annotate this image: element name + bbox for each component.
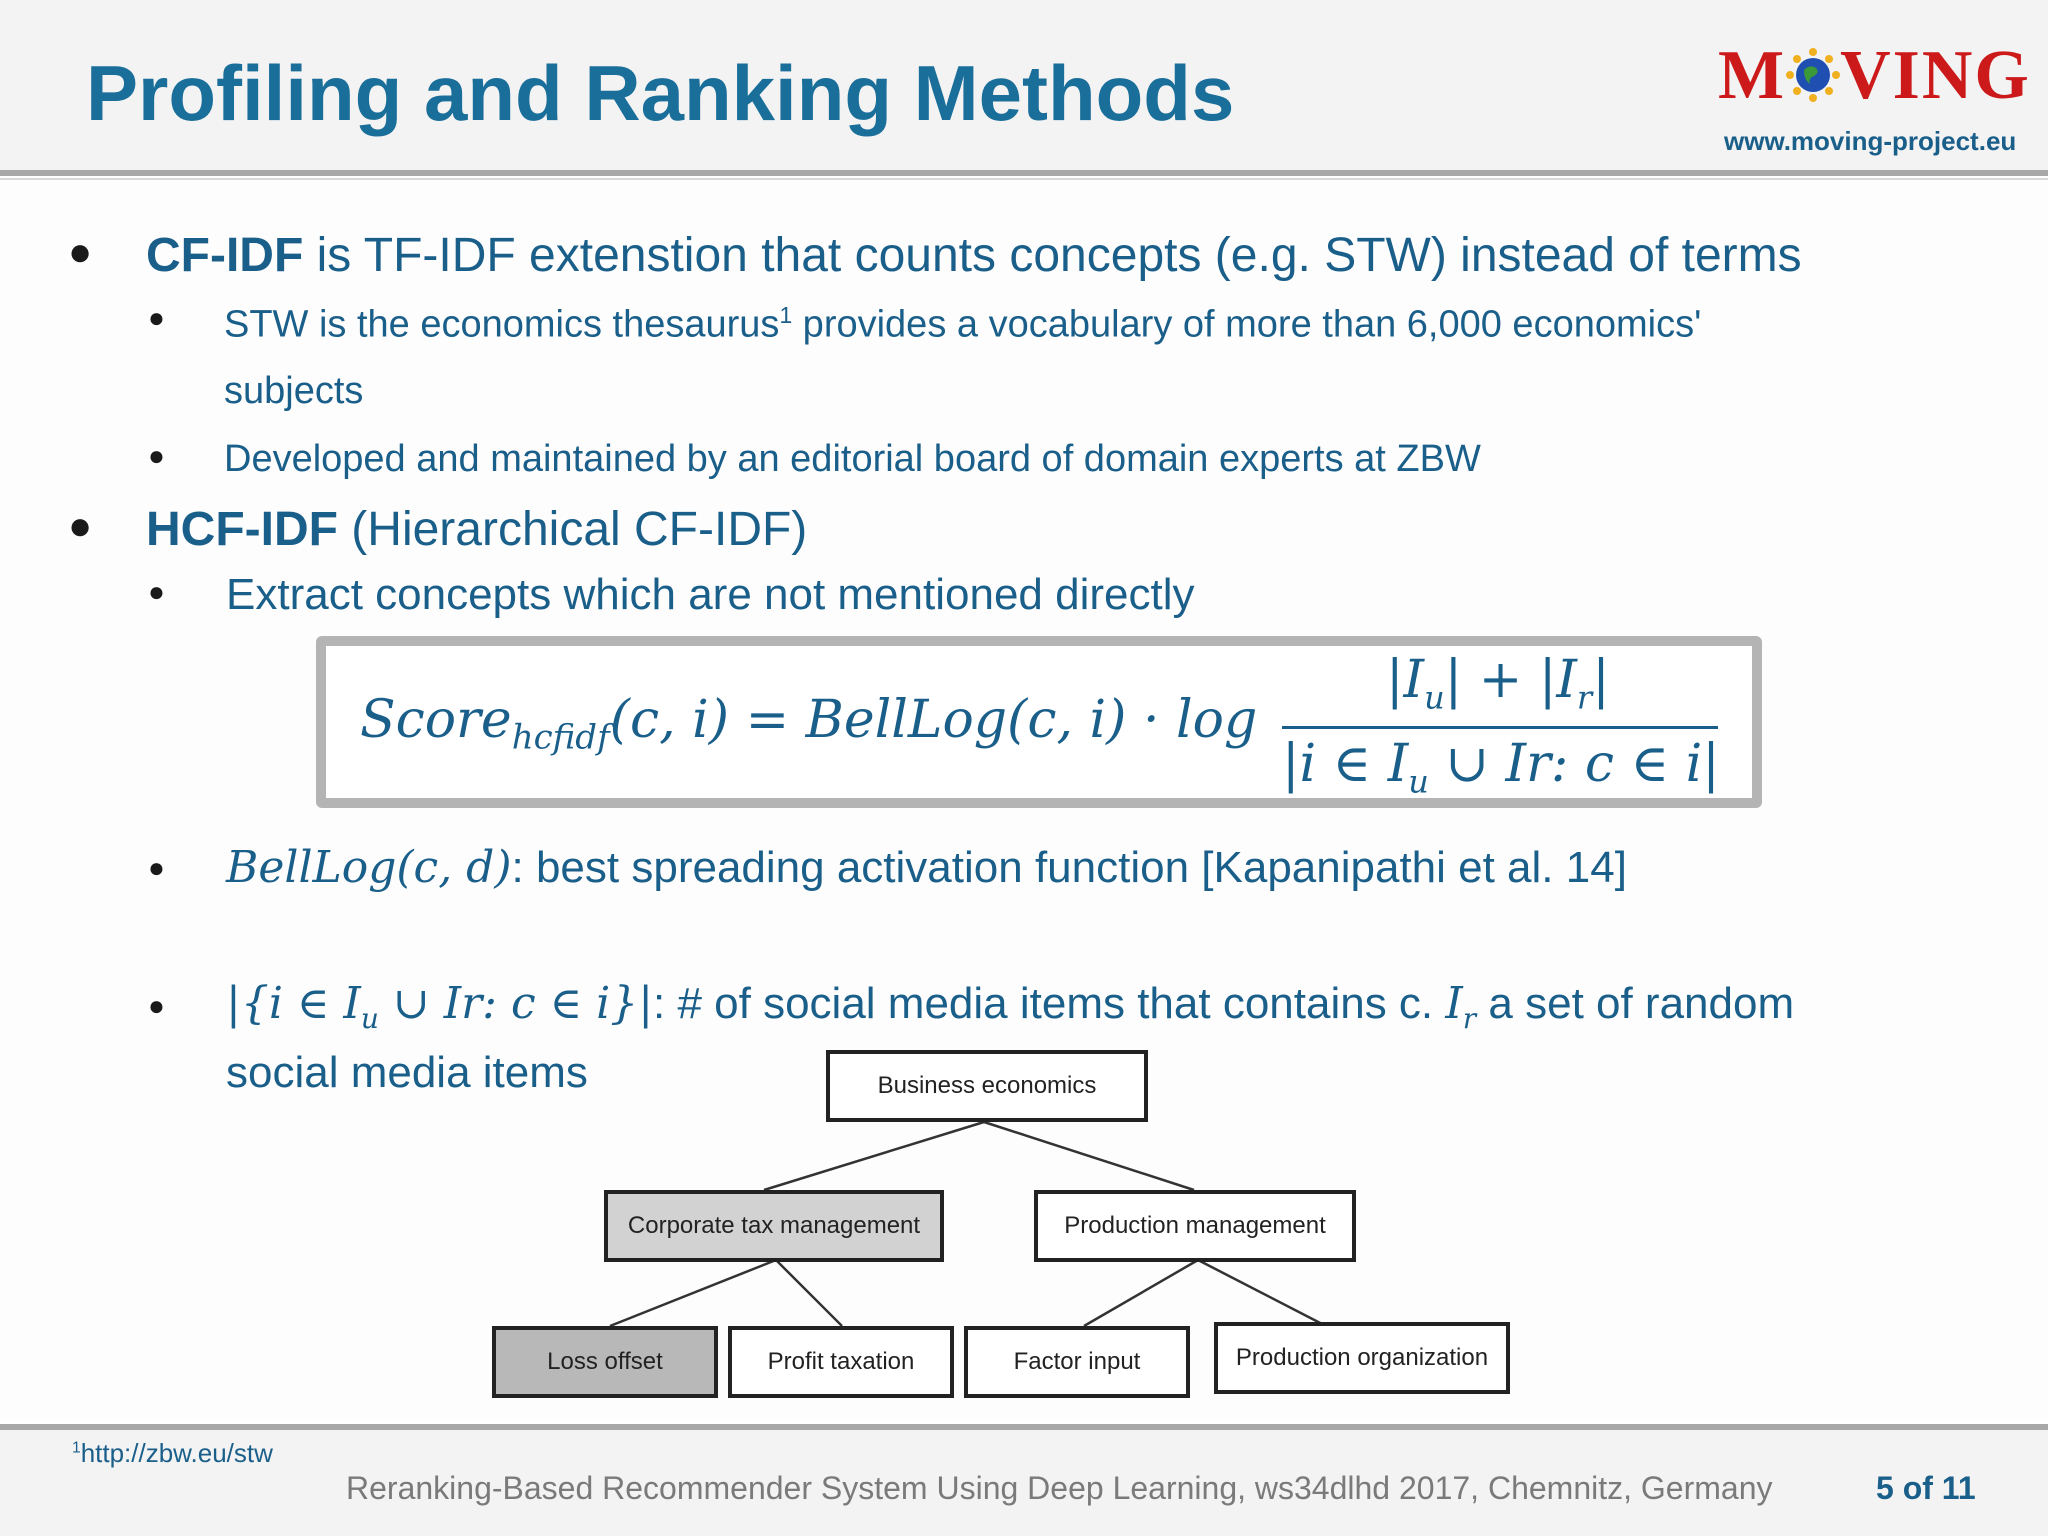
bullet-dot: ●	[68, 504, 93, 548]
sub-bullet-set	[226, 978, 1794, 1035]
logo-left: M	[1718, 37, 1787, 114]
bullet-cfidf	[146, 228, 1802, 283]
belllog-text: : best spreading activation function [Kapanipathi et al. 14]	[511, 843, 1627, 892]
slide-title: Profiling and Ranking Methods	[86, 49, 1235, 137]
set-text: : # of social media items that contains c.	[653, 979, 1446, 1028]
bullet-dot: ●	[148, 990, 165, 1021]
logo-url: www.moving-project.eu	[1724, 126, 2017, 156]
num-a: |I	[1386, 650, 1425, 710]
fraction-bar	[1282, 726, 1718, 729]
bullet-dot: ●	[148, 852, 165, 883]
tree-node-right: Production management	[1034, 1190, 1356, 1262]
edge-right-rl	[1084, 1260, 1198, 1326]
edge-left-ll	[610, 1260, 776, 1326]
sub-bullet-stw	[224, 302, 1701, 347]
bullet-dot: ●	[148, 440, 165, 471]
footnote-marker: 1	[72, 1439, 81, 1457]
bullet-dot: ●	[68, 230, 93, 274]
set-ir-sub: r	[1462, 1001, 1477, 1035]
globe-icon	[1786, 40, 1840, 94]
den-sub: u	[1408, 762, 1429, 801]
sub-bullet-stw-cont: subjects	[224, 370, 364, 412]
formula-score-sub: hcfidf	[511, 717, 610, 758]
term-hcfidf: HCF-IDF	[146, 503, 338, 556]
set-ir: I	[1445, 978, 1463, 1029]
edge-root-left	[764, 1122, 984, 1190]
footnote	[72, 1438, 273, 1469]
logo-right: VING	[1840, 37, 2031, 114]
bullet-dot: ●	[148, 302, 165, 333]
moving-logo	[1718, 36, 2031, 116]
set-math-a: |{i ∈ I	[226, 978, 361, 1029]
formula-numerator	[1386, 650, 1610, 716]
tree-node-root: Business economics	[826, 1050, 1148, 1122]
num-sub-r: r	[1576, 678, 1593, 717]
formula-score: Score	[360, 690, 512, 750]
sub-bullet-zbw: Developed and maintained by an editorial board of domain experts at ZBW	[224, 438, 1481, 480]
footnote-url[interactable]: http://zbw.eu/stw	[80, 1438, 273, 1468]
num-sub-u: u	[1424, 678, 1445, 717]
bullet-cfidf-text: is TF-IDF extenstion that counts concepts (e.g. STW) instead of terms	[303, 229, 1802, 282]
set-math-sub: u	[360, 1001, 379, 1035]
header-divider	[0, 170, 2048, 176]
den-a: |i ∈ I	[1282, 734, 1409, 794]
formula-lhs	[360, 690, 1257, 757]
bullet-hcfidf-text: (Hierarchical CF-IDF)	[337, 503, 808, 556]
den-b: ∪ Ir: c ∈ i|	[1428, 734, 1720, 794]
footnote-ref: 1	[779, 302, 793, 328]
term-cfidf: CF-IDF	[146, 229, 304, 282]
num-end: |	[1592, 650, 1610, 710]
page-number: 5 of 11	[1876, 1470, 1976, 1506]
tree-node-production-organization: Production organization	[1214, 1322, 1510, 1394]
set-math-b: ∪ Ir: c ∈ i}|	[378, 978, 654, 1029]
edge-root-right	[984, 1122, 1194, 1190]
tree-node-loss-offset: Loss offset	[492, 1326, 718, 1398]
bullet-dot: ●	[148, 576, 165, 607]
stw-text-a: STW is the economics thesaurus	[224, 303, 780, 346]
formula-denominator	[1282, 734, 1720, 800]
num-mid: | + |I	[1444, 650, 1577, 710]
bullet-hcfidf	[146, 502, 807, 557]
edge-right-rr	[1198, 1260, 1326, 1326]
set-text2: a set of random	[1476, 979, 1795, 1028]
sub-bullet-extract: Extract concepts which are not mentioned directly	[226, 570, 1195, 619]
tree-node-left: Corporate tax management	[604, 1190, 944, 1262]
sub-bullet-set-cont: social media items	[226, 1048, 588, 1097]
footer-citation: Reranking-Based Recommender System Using Deep Learning, ws34dlhd 2017, Chemnitz, Germany	[346, 1470, 1773, 1506]
formula-rhs: (c, i) = BellLog(c, i) · log	[609, 690, 1258, 750]
edge-left-lr	[776, 1260, 842, 1326]
tree-node-profit-taxation: Profit taxation	[728, 1326, 954, 1398]
belllog-math: BellLog(c, d)	[226, 842, 512, 893]
tree-node-factor-input: Factor input	[964, 1326, 1190, 1398]
stw-text-b: provides a vocabulary of more than 6,000 economics'	[792, 303, 1702, 346]
sub-bullet-belllog	[226, 842, 1627, 893]
